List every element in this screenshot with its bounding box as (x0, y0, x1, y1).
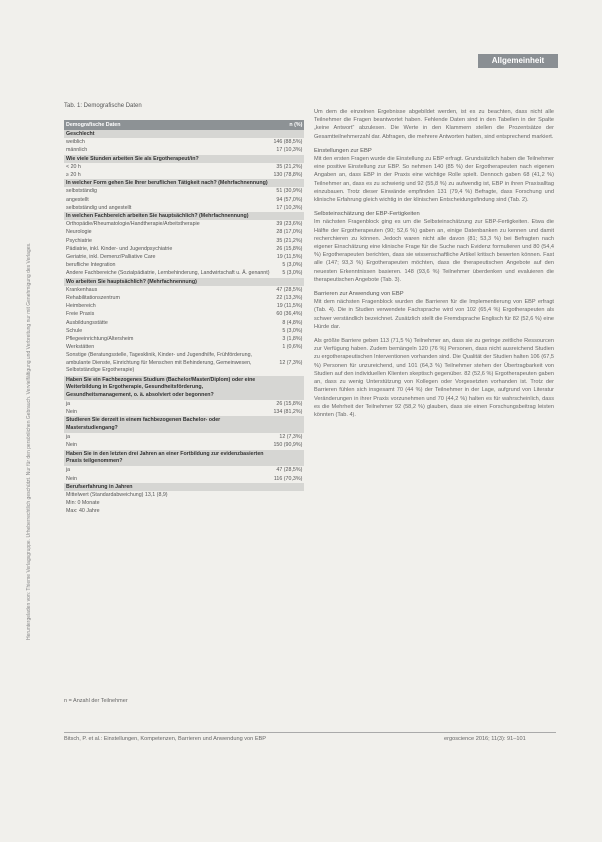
row-value: 150 (90,9%) (273, 442, 303, 449)
table-section-row (64, 278, 304, 286)
row-label: Ausbildungsstätte (66, 319, 108, 326)
row-label: ≥ 20 h (66, 172, 81, 179)
table-header-label: Demografische Daten (64, 120, 271, 130)
row-label: Psychiatrie (66, 237, 92, 244)
row-value: 60 (36,4%) (276, 311, 303, 318)
section-heading: Barrieren zur Anwendung von EBP (314, 291, 404, 298)
row-value (271, 491, 304, 499)
row-label: Nein (66, 442, 77, 449)
table-row (64, 491, 304, 499)
sidebar-text: Heruntergeladen von: Thieme Verlagsgruppe. Urheberrechtlich geschützt. Nur für den persönlichen Gebrauch. Vervielfältigung und Verbreitung nur mit Genehmigung des Verlages. (26, 242, 32, 640)
table-row (64, 253, 304, 261)
row-label: Rehabilitationszentrum (66, 295, 120, 302)
row-value: 12 (7,3%) (279, 434, 303, 441)
row-label: Schule (66, 327, 83, 334)
row-value (271, 130, 304, 138)
row-value (271, 483, 304, 491)
paragraph: Mit den ersten Fragen wurde die Einstellung zu EBP erfragt. Grundsätzlich haben die Teilnehmer eine positive Einstellung zur EBP. So nehmen 140 (85 %) der Ergotherapeuten nach eigenen Angaben an, dass EBP in der Praxis eine wichtige Rolle spielt. Dennoch gaben 68 (41,2 %) Teilnehmer an, dass es zu schwierig und 92 (55,8 %) zu aufwendig ist, EBP in ihren Praxisalltag einzubauen. Trotz dieser Einwände empfinden 131 (79,4 %) Befragte, dass Forschung und klinische Erfahrung gleich wichtig in der klinischen Entscheidungsfindung sind (Tab. 2). (314, 156, 554, 204)
row-label: angestellt (66, 196, 89, 203)
row-value: 94 (57,0%) (276, 196, 303, 203)
table-row (64, 310, 304, 318)
row-value: 19 (11,5%) (276, 303, 303, 310)
row-value (271, 212, 304, 220)
table-section-row (64, 376, 304, 400)
row-label: Studieren Sie derzeit in einem fachbezogenen Bachelor- oder Masterstudiengang? (64, 416, 271, 433)
row-value (271, 507, 304, 515)
row-label: Pflegeeinrichtung/Altersheim (66, 336, 134, 343)
table-header-value: n (%) (271, 120, 304, 130)
row-label: Haben Sie ein Fachbezogenes Studium (Bachelor/Master/Diplom) oder eine Weiterbildung in Ergotherapie, Gesundheitsförderung, Gesundheitsmanagement, o. ä. absolviert oder begonnen? (64, 376, 271, 400)
row-value: 116 (70,3%) (273, 475, 303, 482)
row-value: 28 (17,0%) (276, 229, 303, 236)
table-row (64, 351, 304, 375)
row-value: 3 (1,8%) (282, 336, 303, 343)
row-value: 8 (4,8%) (282, 319, 303, 326)
table-row (64, 220, 304, 228)
sidebar-copyright (26, 110, 38, 640)
row-value: 17 (10,3%) (276, 204, 303, 211)
table-row (64, 146, 304, 154)
table-row (64, 441, 304, 449)
table-row (64, 245, 304, 253)
row-label: Pädiatrie, inkl. Kinder- und Jugendpsychiatrie (66, 245, 173, 252)
table-row (64, 204, 304, 212)
table-row (64, 187, 304, 195)
row-label: Orthopädie/Rheumatologie/Handtherapie/Arbeitstherapie (66, 221, 200, 228)
row-value: 19 (11,5%) (276, 254, 303, 261)
table-row (64, 327, 304, 335)
table-row (64, 261, 304, 269)
paragraph: Mit dem nächsten Fragenblock wurden die Barrieren für die Implementierung von EBP erfragt (Tab. 4). Die in Studien verwendete Fachsprache wird von 102 (65,4 %) Ergotherapeuten als schwer verständlich bezeichnet. Zusätzlich stellt die Fremdsprache Englisch für 82 (52,6 %) eine Hürde dar. (314, 299, 554, 330)
table-section-row (64, 130, 304, 138)
row-label: In welcher Form gehen Sie Ihrer beruflichen Tätigkeit nach? (Mehrfachnennung) (64, 179, 271, 187)
row-value: 12 (7,3%) (279, 359, 303, 366)
row-value: 26 (15,8%) (276, 245, 303, 252)
row-value: 1 (0,6%) (282, 344, 303, 351)
row-label: Min: 0 Monate (66, 500, 100, 507)
row-label: Krankenhaus (66, 286, 98, 293)
row-value: 51 (30,9%) (276, 188, 303, 195)
row-label: Nein (66, 475, 77, 482)
row-label: berufliche Integration (66, 262, 116, 269)
row-label: selbstständig (66, 188, 97, 195)
table-row (64, 319, 304, 327)
paragraph: Im nächsten Fragenblock ging es um die Selbsteinschätzung zur EBP-Fertigkeiten. Etwa die Hälfte der Ergotherapeuten (90; 52,6 %) gaben an, einige Datenbanken zu kennen und damit recherchieren zu können. Jedoch waren nicht alle davon (81; 53,3 %) bei Befragten nach eigener Einschätzung eine klinische Frage für die Suche nach Evidenz formulieren und 80 (54,4 %) Ergotherapeuten berichten, dass sie wissenschaftliche Artikel kritisch bewerten können. Fast alle (147; 93,3 %) Ergotherapeuten möchten, dass die therapeutischen Angebote auf den neuesten Erkenntnissen basieren. 148 (93,6 %) Teilnehmer überdenken und evaluieren die therapeutischen Angebote (Tab. 3). (314, 219, 554, 283)
section-heading: Einstellungen zur EBP (314, 147, 372, 154)
table-caption: Tab. 1: Demografische Daten (64, 103, 142, 109)
demographics-table (64, 120, 304, 516)
row-label: Mittelwert (Standardabweichung) 13,1 (8,9) (66, 491, 168, 498)
row-value: 5 (3,0%) (282, 262, 303, 269)
row-value (271, 278, 304, 286)
footer-divider (64, 732, 556, 733)
table-row (64, 433, 304, 441)
table-row (64, 499, 304, 507)
table-row (64, 335, 304, 343)
table-row (64, 400, 304, 408)
row-value: 35 (21,2%) (276, 237, 303, 244)
row-label: weiblich (66, 139, 85, 146)
table-row (64, 507, 304, 515)
table-row (64, 237, 304, 245)
row-value: 39 (23,6%) (276, 221, 303, 228)
row-value (271, 376, 304, 400)
row-value: 5 (3,0%) (282, 327, 303, 334)
table-section-row (64, 416, 304, 433)
row-value (271, 155, 304, 163)
row-label: Wo arbeiten Sie hauptsächlich? (Mehrfachnennung) (64, 278, 271, 286)
table-section-row (64, 450, 304, 467)
table-row (64, 286, 304, 294)
table-row (64, 408, 304, 416)
row-label: Max: 40 Jahre (66, 508, 100, 515)
paragraph: Als größte Barriere geben 113 (71,5 %) Teilnehmer an, dass sie zu geringe zeitliche Ressourcen zur Verfügung haben. Zudem bemängeln 120 (76 %) Personen, dass nicht ausreichend Studien zu ergotherapeutischen Interventionen vorhanden sind. Die Qualität der Studien halten 106 (67,5 %) Personen für unzureichend, und 101 (64,3 %) Teilnehmer stehen der Übertragbarkeit von Studien auf den individuellen Klienten skeptisch gegenüber. 82 (52,6 %) Ergotherapeuten gaben an, dass zu wenig Unterstützung von Kollegen oder Vorgesetzten vorhanden ist. Trotz der Barrieren fühlen sich insgesamt 70 (44 %) der Teilnehmer in der Lage, aufgrund von Literatur Veränderungen in ihrer Praxis vorzunehmen und 70 (44,2 %) halten es für wahrscheinlich, dass es die Mehrheit der Teilnehmer 92 (58,2 %) glauben, dass sie einen Forschungsbeitrag leisten könnten (Tab. 4). (314, 338, 554, 418)
row-value: 47 (28,5%) (276, 467, 303, 474)
row-label: Wie viele Stunden arbeiten Sie als Ergotherapeut/in? (64, 155, 271, 163)
row-label: Sonstige (Beratungsstelle, Tagesklinik, Kinder- und Jugendhilfe, Frühförderung, ambulante Dienste, Einrichtung für Menschen mit Behinderung, Gemeinwesen, Selbstständige Ergotherapie) (66, 352, 252, 374)
body-text-column (314, 108, 554, 425)
row-value (271, 499, 304, 507)
table-row (64, 269, 304, 277)
row-value: 47 (28,5%) (276, 286, 303, 293)
row-label: Berufserfahrung in Jahren (64, 483, 271, 491)
table-section-row (64, 155, 304, 163)
row-label: Haben Sie in den letzten drei Jahren an einer Fortbildung zur evidenzbasierten Praxis teilgenommen? (64, 450, 271, 467)
table-section-row (64, 179, 304, 187)
table-row (64, 302, 304, 310)
row-label: männlich (66, 147, 88, 154)
row-label: < 20 h (66, 163, 81, 170)
table-row (64, 343, 304, 351)
row-value (271, 416, 304, 433)
footer-journal: ergoscience 2016; 11(3): 91–101 (444, 736, 526, 742)
table-row (64, 196, 304, 204)
paragraph: Um dem die einzelnen Ergebnisse abgebildet werden, ist es zu beachten, dass nicht alle Teilnehmer die Fragen beantwortet haben. Fehlende Daten sind in den Tabellen in der Spalte „keine Antwort“ abzulesen. Die Werte in den Klammern stellen die Prozentsätze der Gesamtteilnehmerzahl dar. Abfragen, die mehrere Antworten hatten, sind entsprechend markiert. (314, 109, 554, 140)
table-footnote: n = Anzahl der Teilnehmer (64, 698, 128, 704)
table-section-row (64, 483, 304, 491)
row-label: Geriatrie, inkl. Demenz/Palliative Care (66, 254, 156, 261)
row-value (271, 179, 304, 187)
table-header-row (64, 120, 304, 130)
table-row (64, 466, 304, 474)
row-label: Geschlecht (64, 130, 271, 138)
row-label: ja (66, 434, 71, 441)
row-value: 22 (13,3%) (276, 295, 303, 302)
row-value: 26 (15,8%) (276, 400, 303, 407)
row-label: In welchen Fachbereich arbeiten Sie hauptsächlich? (Mehrfachnennung) (64, 212, 271, 220)
row-label: Freie Praxis (66, 311, 95, 318)
row-value: 146 (88,5%) (273, 139, 303, 146)
row-label: Nein (66, 409, 77, 416)
row-label: ja (66, 467, 71, 474)
row-label: selbstständig und angestellt (66, 204, 132, 211)
table-row (64, 228, 304, 236)
table-row (64, 475, 304, 483)
footer-citation: Bitsch, P. et al.: Einstellungen, Kompetenzen, Barrieren und Anwendung von EBP (64, 736, 267, 742)
row-value: 130 (78,8%) (273, 172, 303, 179)
row-value: 5 (3,0%) (282, 270, 303, 277)
table-section-row (64, 212, 304, 220)
table-row (64, 294, 304, 302)
row-label: Heimbereich (66, 303, 96, 310)
table-row (64, 163, 304, 171)
row-value (271, 450, 304, 467)
row-label: Werkstätten (66, 344, 95, 351)
section-tag: Allgemeinheit (478, 54, 558, 68)
row-label: Neurologie (66, 229, 92, 236)
row-value: 35 (21,2%) (276, 163, 303, 170)
row-label: ja (66, 400, 71, 407)
row-value: 17 (10,3%) (276, 147, 303, 154)
row-label: Andere Fachbereiche (Sozialpädiatrie, Lernbehinderung, Landwirtschaft u. Ä. genannt) (66, 270, 270, 277)
table-row (64, 171, 304, 179)
section-heading: Selbsteinschätzung der EBP-Fertigkeiten (314, 211, 420, 218)
table-row (64, 138, 304, 146)
row-value: 134 (81,2%) (273, 409, 303, 416)
